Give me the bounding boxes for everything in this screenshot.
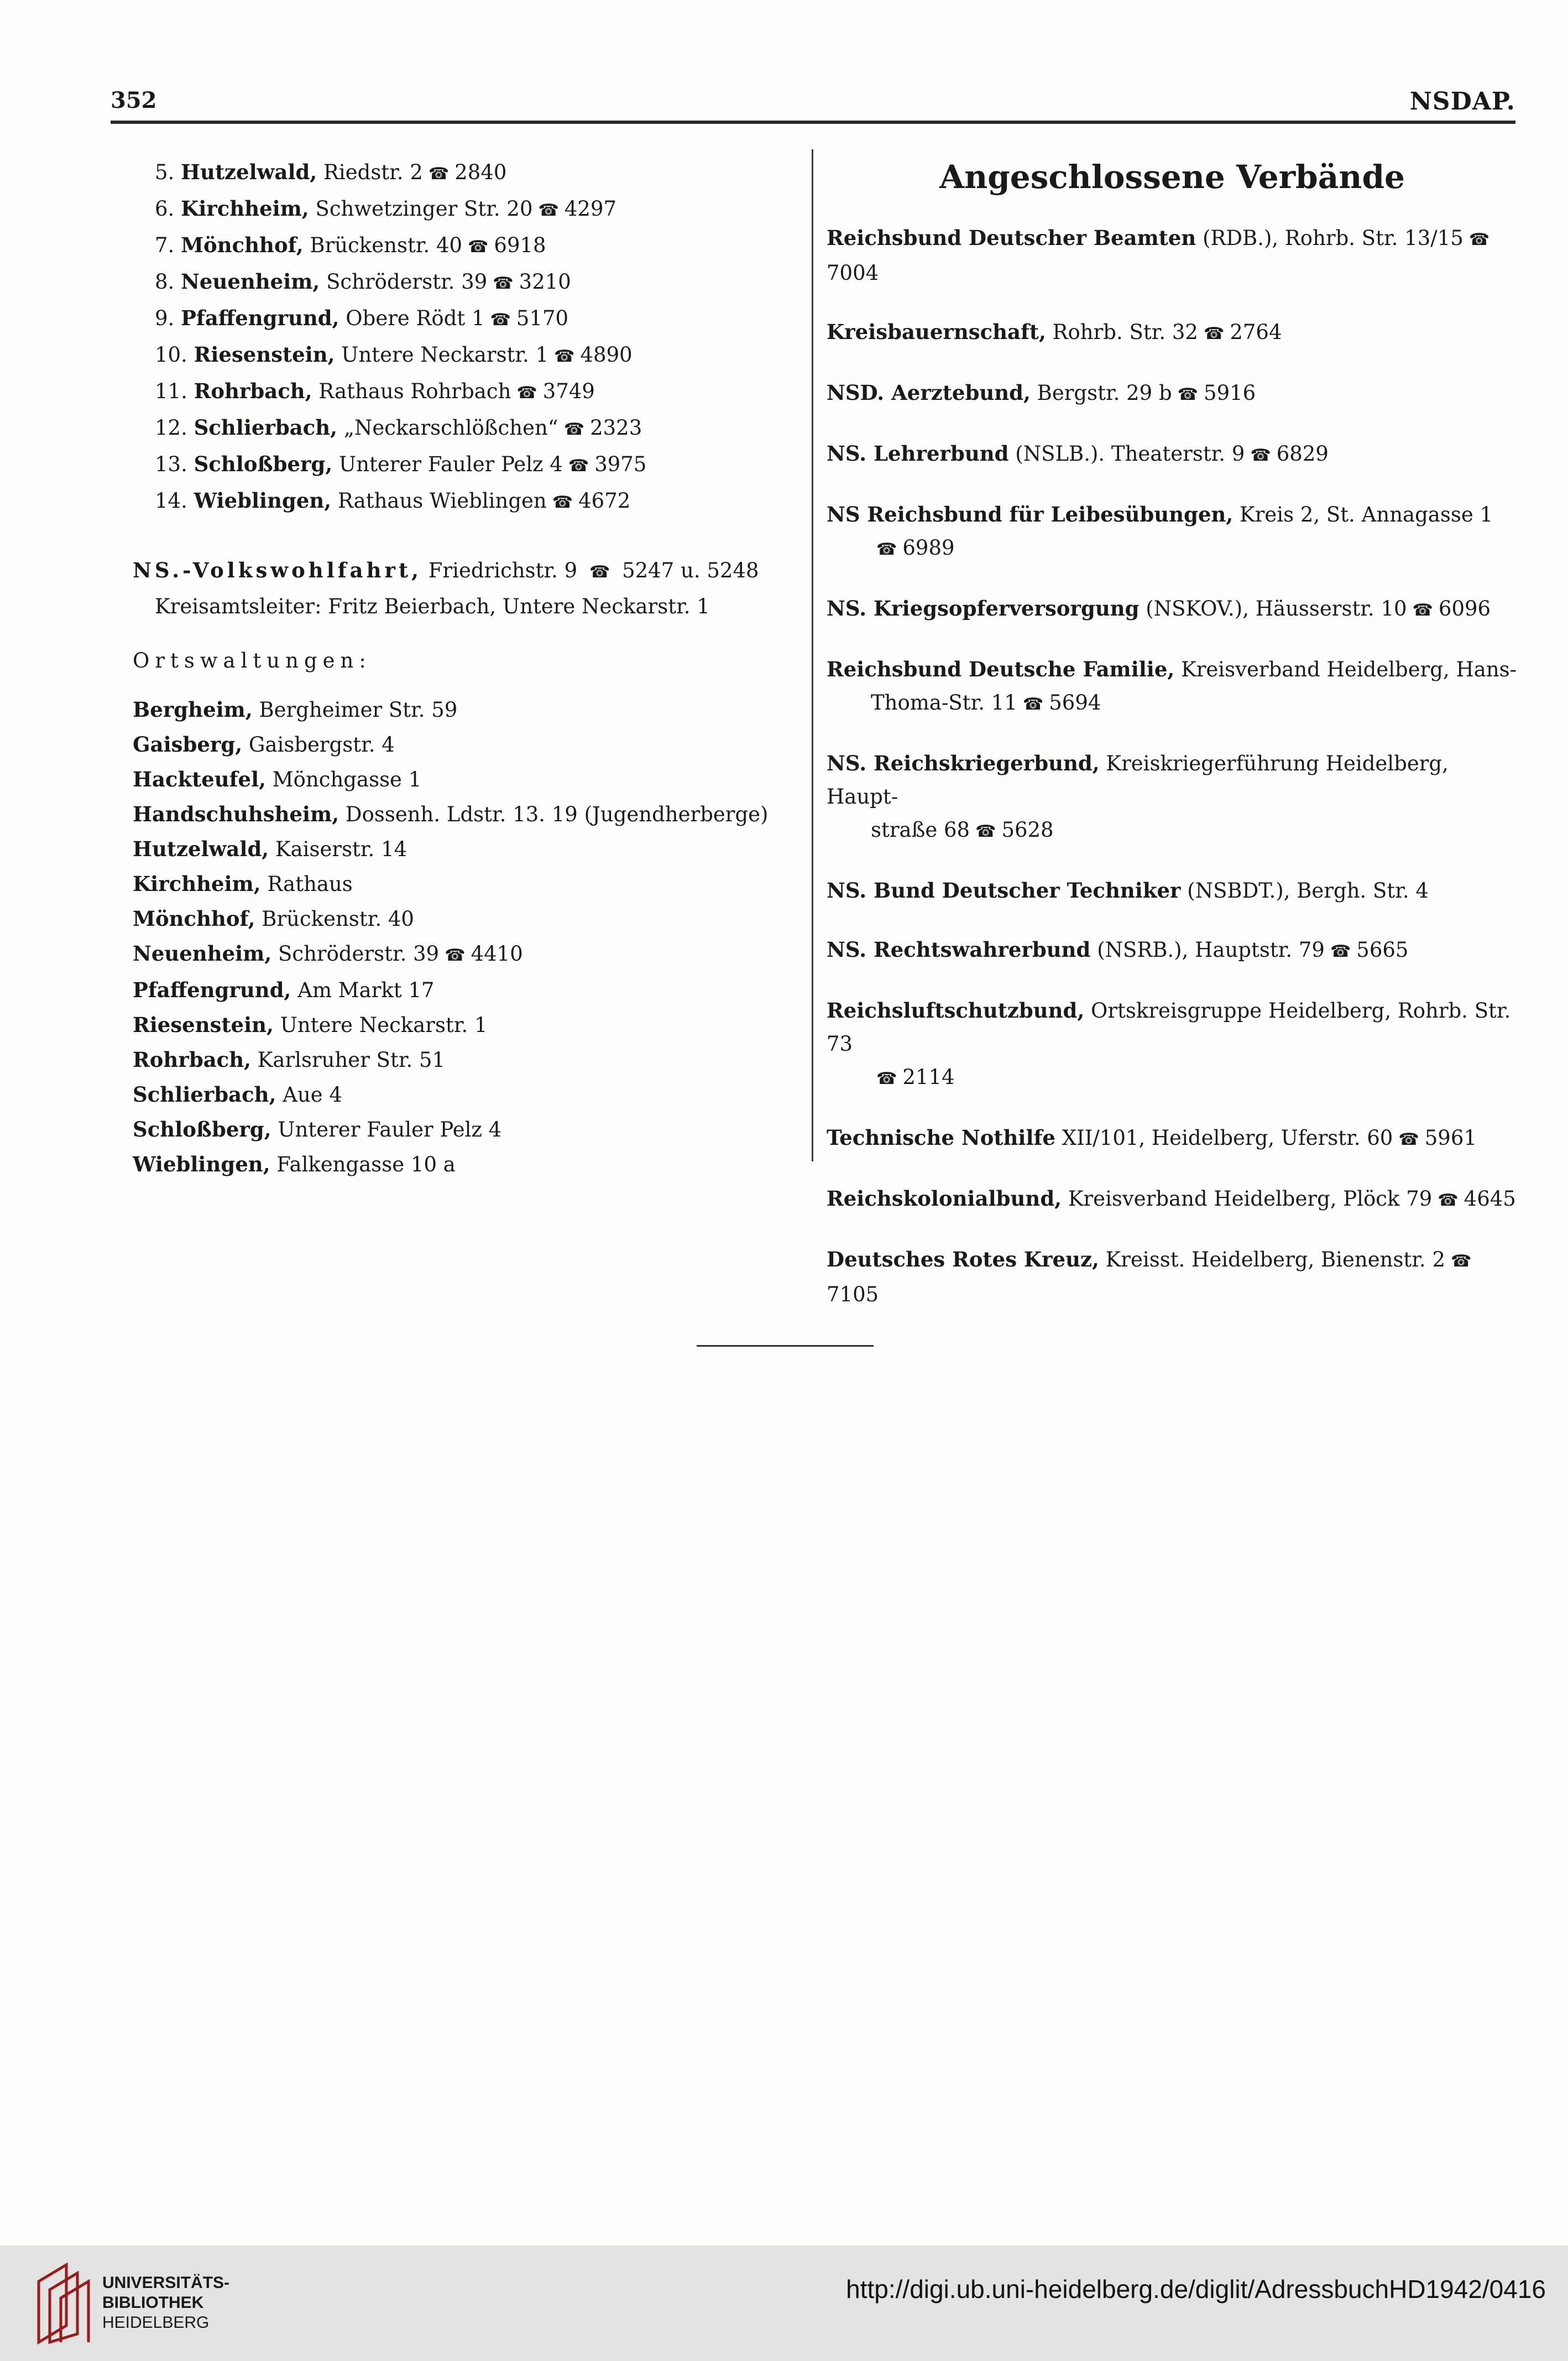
association-entry — [827, 315, 1518, 351]
entry-line — [827, 376, 1518, 411]
entry-name: Reichsbund Deutscher Beamten — [827, 226, 1196, 250]
entry-name: NS. Reichskriegerbund, — [827, 751, 1100, 775]
entry-detail: Rohrb. Str. 32 — [1052, 320, 1198, 344]
telephone-icon: ☎ — [568, 456, 589, 476]
list-item — [133, 1043, 796, 1077]
entry-name: NS Reichsbund für Leibesübungen, — [827, 502, 1234, 527]
entry-name: NSD. Aerztebund, — [827, 381, 1031, 405]
entry-continuation — [827, 531, 1518, 566]
item-name: Schloßberg, — [194, 452, 333, 476]
entry-line — [827, 747, 1518, 814]
item-address: Schwetzinger Str. 20 — [315, 197, 533, 221]
list-item — [133, 832, 796, 867]
numbered-list — [133, 155, 796, 520]
page-header — [111, 83, 1515, 122]
telephone-icon: ☎ — [589, 562, 610, 582]
item-tel: 5170 — [516, 306, 569, 330]
association-entry — [827, 592, 1518, 627]
entry-name: Reichsluftschutzbund, — [827, 998, 1085, 1023]
entry-tel: 5916 — [1204, 381, 1256, 405]
entry-detail: (NSRB.), Hauptstr. 79 — [1097, 938, 1325, 962]
item-address: Untere Neckarstr. 1 — [341, 343, 549, 367]
item-name: Kirchheim, — [181, 196, 309, 221]
entry-name: Deutsches Rotes Kreuz, — [827, 1247, 1099, 1271]
item-address: Obere Rödt 1 — [346, 306, 485, 330]
entry-tel: 5961 — [1424, 1126, 1477, 1150]
list-item — [133, 901, 796, 936]
association-entry — [827, 376, 1518, 411]
section-title: Angeschlossene Verbände — [939, 158, 1405, 196]
item-address: Riedstr. 2 — [323, 160, 423, 184]
entry-line — [827, 592, 1518, 627]
item-address: Am Markt 17 — [297, 978, 435, 1002]
telephone-icon: ☎ — [1203, 324, 1225, 343]
item-address: „Neckarschlößchen“ — [343, 416, 558, 440]
item-address: Dossenh. Ldstr. 13. 19 (Jugendherberge) — [345, 802, 769, 826]
entry-line — [827, 1182, 1518, 1217]
entry-tel: 5694 — [1049, 691, 1101, 715]
entry-tel: 2114 — [902, 1065, 955, 1089]
entry-name: NS. Rechtswahrerbund — [827, 937, 1091, 962]
association-entry — [827, 653, 1518, 721]
item-address: Mönchgasse 1 — [272, 768, 422, 791]
telephone-icon: ☎ — [1330, 942, 1351, 961]
running-head: NSDAP. — [1409, 87, 1515, 116]
telephone-icon: ☎ — [538, 201, 559, 220]
item-name: Schlierbach, — [194, 415, 338, 440]
list-item — [133, 1077, 796, 1112]
association-entry — [827, 498, 1518, 566]
item-name: Pfaffengrund, — [181, 306, 339, 330]
entry-detail: Kreiskriegerführung Heidelberg, Haupt- — [827, 752, 1449, 809]
ortswaltungen-list — [133, 692, 796, 1182]
item-name: Rohrbach, — [133, 1047, 251, 1072]
entry-detail: (NSLB.). Theaterstr. 9 — [1015, 442, 1245, 466]
item-address: Brückenstr. 40 — [262, 907, 414, 931]
list-item — [133, 1147, 796, 1182]
telephone-icon: ☎ — [554, 347, 575, 366]
item-tel: 4410 — [471, 942, 523, 966]
item-number: 11. — [155, 379, 187, 403]
item-name: Hutzelwald, — [181, 160, 317, 184]
association-entry — [827, 747, 1518, 848]
list-item — [133, 374, 796, 410]
list-item — [133, 337, 796, 374]
item-address: Brückenstr. 40 — [310, 233, 463, 257]
item-number: 8. — [155, 270, 175, 294]
list-item — [133, 447, 796, 483]
telephone-icon: ☎ — [876, 1069, 897, 1088]
telephone-icon: ☎ — [1468, 230, 1490, 249]
entry-line — [827, 498, 1518, 531]
page-number: 352 — [111, 87, 157, 113]
entry-line — [827, 1243, 1518, 1311]
item-number: 14. — [155, 489, 187, 513]
entry-detail-cont: straße 68 — [871, 818, 970, 842]
entry-line — [827, 1121, 1518, 1156]
association-entry — [827, 221, 1518, 290]
entry-name: Reichsbund Deutsche Familie, — [827, 657, 1175, 681]
entry-continuation — [827, 686, 1518, 721]
right-column — [827, 155, 1518, 1337]
entry-tel: 6829 — [1276, 442, 1329, 466]
item-name: Mönchhof, — [181, 233, 304, 257]
item-address: Gaisbergstr. 4 — [248, 733, 395, 757]
item-address: Unterer Fauler Pelz 4 — [278, 1118, 502, 1142]
item-number: 7. — [155, 233, 175, 257]
item-address: Rathaus Wieblingen — [337, 489, 547, 513]
list-item — [133, 867, 796, 901]
item-name: Bergheim, — [133, 697, 253, 722]
source-url[interactable]: http://digi.ub.uni-heidelberg.de/diglit/AdressbuchHD1942/0416 — [846, 2275, 1546, 2303]
entry-detail: (NSKOV.), Häusserstr. 10 — [1146, 597, 1407, 621]
item-name: Schloßberg, — [133, 1117, 271, 1142]
item-name: Hutzelwald, — [133, 837, 269, 861]
item-tel: 3210 — [519, 270, 571, 294]
item-name: Riesenstein, — [133, 1013, 274, 1037]
item-address: Rathaus Rohrbach — [318, 379, 511, 403]
telephone-icon: ☎ — [1250, 446, 1271, 465]
item-tel: 3749 — [542, 379, 595, 403]
entry-line — [827, 874, 1518, 908]
library-line-1: UNIVERSITÄTS- — [102, 2274, 230, 2292]
end-rule — [697, 1345, 874, 1347]
library-line-2: BIBLIOTHEK — [102, 2294, 204, 2312]
entry-detail: (NSBDT.), Bergh. Str. 4 — [1187, 879, 1429, 903]
item-number: 13. — [155, 452, 187, 476]
telephone-icon: ☎ — [1438, 1191, 1459, 1210]
association-list — [827, 221, 1518, 1311]
list-item — [133, 228, 796, 264]
entry-tel: 2764 — [1230, 320, 1282, 344]
telephone-icon: ☎ — [563, 420, 585, 439]
entry-tel: 6989 — [902, 536, 955, 560]
header-rule — [111, 121, 1515, 124]
entry-detail-cont: Thoma-Str. 11 — [871, 691, 1017, 715]
telephone-icon: ☎ — [428, 164, 450, 184]
association-entry — [827, 933, 1518, 968]
column-divider — [812, 149, 813, 1161]
item-address: Bergheimer Str. 59 — [259, 698, 458, 722]
item-name: Pfaffengrund, — [133, 978, 291, 1002]
item-name: Handschuhsheim, — [133, 802, 339, 826]
list-item — [133, 762, 796, 797]
list-item — [133, 301, 796, 337]
item-address: Rathaus — [267, 872, 353, 896]
telephone-icon: ☎ — [1398, 1130, 1419, 1149]
entry-continuation — [827, 814, 1518, 848]
entry-name: NS. Kriegsopferversorgung — [827, 596, 1140, 621]
nsv-title: NS.-Volkswohlfahrt, — [133, 558, 422, 582]
item-name: Riesenstein, — [194, 342, 335, 367]
entry-detail: Kreisverband Heidelberg, Hans- — [1181, 658, 1517, 681]
telephone-icon: ☎ — [1451, 1252, 1472, 1271]
item-number: 6. — [155, 197, 175, 221]
nsv-tel-1: 5247 — [622, 559, 675, 582]
item-name: Kirchheim, — [133, 872, 261, 896]
telephone-icon: ☎ — [876, 540, 897, 559]
entry-detail: Kreis 2, St. Annagasse 1 — [1240, 503, 1493, 527]
entry-name: Technische Nothilfe — [827, 1125, 1055, 1150]
entry-detail: Bergstr. 29 b — [1037, 381, 1172, 405]
item-address: Untere Neckarstr. 1 — [280, 1013, 488, 1037]
entry-name: Kreisbauernschaft, — [827, 320, 1046, 344]
item-tel: 2323 — [590, 416, 642, 440]
entry-detail: Ortskreisgruppe Heidelberg, Rohrb. Str. 73 — [827, 999, 1511, 1056]
item-tel: 3975 — [594, 452, 647, 476]
telephone-icon: ☎ — [552, 493, 573, 512]
entry-tel: 7004 — [827, 261, 879, 285]
list-item — [133, 191, 796, 228]
association-entry — [827, 1243, 1518, 1311]
library-line-3: HEIDELBERG — [102, 2313, 210, 2332]
entry-line — [827, 994, 1518, 1061]
telephone-icon: ☎ — [1412, 601, 1433, 620]
item-address: Schröderstr. 39 — [278, 942, 440, 966]
nsv-and: u. — [681, 559, 701, 582]
list-item — [133, 1008, 796, 1043]
item-tel: 4297 — [564, 197, 617, 221]
item-name: Rohrbach, — [194, 379, 312, 403]
association-entry — [827, 874, 1518, 908]
nsv-tel-2: 5248 — [707, 559, 759, 582]
list-item — [133, 1112, 796, 1147]
telephone-icon: ☎ — [493, 274, 514, 293]
list-item — [133, 727, 796, 762]
association-entry — [827, 437, 1518, 472]
list-item — [133, 797, 796, 832]
item-tel: 4672 — [578, 489, 631, 513]
entry-detail: (RDB.), Rohrb. Str. 13/15 — [1203, 226, 1464, 250]
telephone-icon: ☎ — [975, 822, 996, 841]
nsv-address: Friedrichstr. 9 — [428, 559, 578, 582]
telephone-icon: ☎ — [468, 237, 489, 257]
entry-name: NS. Lehrerbund — [827, 441, 1009, 466]
item-tel: 6918 — [494, 233, 546, 257]
nsv-heading — [133, 553, 796, 590]
entry-name: Reichskolonialbund, — [827, 1186, 1062, 1211]
item-name: Gaisberg, — [133, 732, 243, 757]
item-address: Unterer Fauler Pelz 4 — [339, 452, 563, 476]
entry-detail: XII/101, Heidelberg, Uferstr. 60 — [1062, 1126, 1393, 1150]
nsv-leader: Kreisamtsleiter: Fritz Beierbach, Untere Neckarstr. 1 — [155, 595, 710, 618]
telephone-icon: ☎ — [490, 310, 511, 330]
telephone-icon: ☎ — [445, 946, 466, 965]
association-entry — [827, 1121, 1518, 1156]
item-number: 10. — [155, 343, 187, 367]
entry-line — [827, 933, 1518, 968]
entry-tel: 5628 — [1001, 818, 1054, 842]
telephone-icon: ☎ — [1177, 385, 1199, 404]
entry-tel: 6096 — [1438, 597, 1491, 621]
item-tel: 4890 — [580, 343, 633, 367]
entry-line — [827, 437, 1518, 472]
item-name: Wieblingen, — [133, 1152, 270, 1176]
list-item — [133, 692, 796, 727]
item-number: 12. — [155, 416, 187, 440]
list-item — [133, 936, 796, 973]
entry-detail: Kreisst. Heidelberg, Bienenstr. 2 — [1105, 1248, 1445, 1271]
list-item — [133, 410, 796, 447]
item-address: Schröderstr. 39 — [326, 270, 488, 294]
entry-detail: Kreisverband Heidelberg, Plöck 79 — [1068, 1187, 1433, 1211]
telephone-icon: ☎ — [516, 383, 537, 403]
entry-name: NS. Bund Deutscher Techniker — [827, 878, 1181, 903]
entry-tel: 7105 — [827, 1283, 879, 1306]
item-name: Hackteufel, — [133, 767, 266, 791]
item-name: Neuenheim, — [181, 269, 320, 294]
ortswaltungen-heading: Ortswaltungen: — [133, 649, 372, 673]
list-item — [133, 264, 796, 301]
item-tel: 2840 — [454, 160, 507, 184]
entry-line — [827, 315, 1518, 351]
item-name: Schlierbach, — [133, 1082, 276, 1107]
association-entry — [827, 1182, 1518, 1217]
list-item — [133, 155, 796, 191]
entry-tel: 5665 — [1356, 938, 1409, 962]
item-address: Kaiserstr. 14 — [275, 837, 407, 861]
item-number: 5. — [155, 160, 175, 184]
entry-continuation — [827, 1061, 1518, 1096]
list-item — [133, 483, 796, 520]
library-name — [102, 2273, 229, 2333]
telephone-icon: ☎ — [1022, 695, 1044, 714]
entry-line — [827, 221, 1518, 290]
item-name: Mönchhof, — [133, 906, 255, 931]
entry-tel: 4645 — [1464, 1187, 1516, 1211]
list-item — [133, 973, 796, 1008]
association-entry — [827, 994, 1518, 1096]
left-column — [133, 155, 796, 1182]
item-address: Falkengasse 10 a — [276, 1153, 456, 1176]
item-name: Wieblingen, — [194, 488, 332, 513]
item-name: Neuenheim, — [133, 941, 272, 966]
item-address: Karlsruher Str. 51 — [257, 1048, 446, 1072]
item-number: 9. — [155, 306, 175, 330]
item-address: Aue 4 — [283, 1083, 342, 1107]
entry-line — [827, 653, 1518, 686]
library-logo-icon — [33, 2259, 91, 2348]
